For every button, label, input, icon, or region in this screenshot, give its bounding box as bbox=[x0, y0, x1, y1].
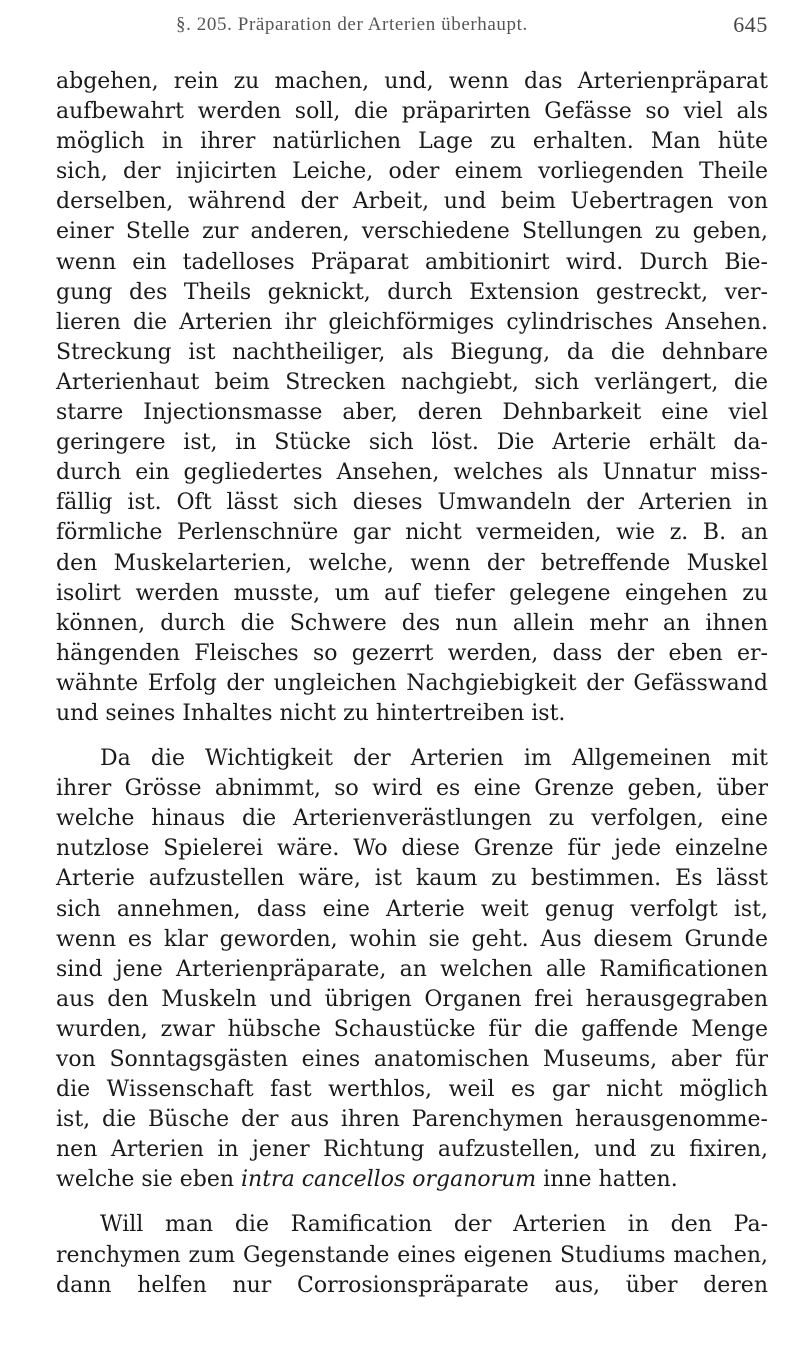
running-head bbox=[56, 14, 768, 38]
text-line: abgehen, rein zu machen, und, wenn das Arterienpräparat bbox=[56, 69, 768, 94]
text-line: durch ein gegliedertes Ansehen, welches als Unnatur miss- bbox=[56, 460, 768, 486]
text-line: derselben, während der Arbeit, und beim Uebertragen von bbox=[56, 189, 768, 215]
text-line: die Wissenschaft fast werthlos, weil es gar nicht möglich bbox=[56, 1077, 768, 1103]
paragraph-3 bbox=[56, 1210, 768, 1300]
running-head-title: §. 205. Präparation der Arterien überhaupt. bbox=[176, 14, 528, 35]
text-line-content: Da die Wichtigkeit der Arterien im Allgemeinen mit bbox=[100, 746, 768, 772]
text-line-content: Will man die Ramification der Arterien in den Pa- bbox=[100, 1212, 768, 1238]
text-line: den Muskelarterien, welche, wenn der betreffende Muskel bbox=[56, 550, 768, 576]
text-line: isolirt werden musste, um auf tiefer gelegene eingehen zu bbox=[56, 580, 768, 606]
paragraph-2 bbox=[56, 744, 768, 1195]
text-line: nutzlose Spielerei wäre. Wo diese Grenze für jede einzelne bbox=[56, 836, 768, 862]
text-line: sich annehmen, dass eine Arterie weit genug verfolgt ist, bbox=[56, 896, 768, 922]
text-line: hängenden Fleisches so gezerrt werden, dass der eben er- bbox=[56, 640, 768, 666]
text-line: geringere ist, in Stücke sich löst. Die Arterie erhält da- bbox=[56, 430, 768, 456]
latin-phrase: intra cancellos organorum bbox=[241, 1167, 537, 1193]
text-line: Arterie aufzustellen wäre, ist kaum zu bestimmen. Es lässt bbox=[56, 866, 768, 892]
text-line: lieren die Arterien ihr gleichförmiges cylindrisches Ansehen. bbox=[56, 309, 768, 335]
text-line bbox=[56, 1210, 768, 1240]
text-line: und seines Inhaltes nicht zu hintertreiben ist. bbox=[56, 700, 566, 726]
text-line: wurden, zwar hübsche Schaustücke für die gaffende Menge bbox=[56, 1016, 768, 1042]
text-line: förmliche Perlenschnüre gar nicht vermeiden, wie z. B. an bbox=[56, 520, 768, 546]
text-fragment: inne hatten. bbox=[536, 1167, 678, 1193]
text-line: sind jene Arterienpräparate, an welchen alle Ramificationen bbox=[56, 956, 768, 982]
text-line: ihrer Grösse abnimmt, so wird es eine Grenze geben, über bbox=[56, 776, 768, 802]
text-line: wähnte Erfolg der ungleichen Nachgiebigkeit der Gefässwand bbox=[56, 670, 768, 696]
paragraph-1 bbox=[56, 67, 768, 729]
body-text bbox=[56, 67, 768, 1301]
text-line: sich, der injicirten Leiche, oder einem vorliegenden Theile bbox=[56, 159, 768, 185]
text-line: gung des Theils geknickt, durch Extension gestreckt, ver- bbox=[56, 279, 768, 305]
text-line: nen Arterien in jener Richtung aufzustellen, und zu fixiren, bbox=[56, 1137, 768, 1163]
text-line: einer Stelle zur anderen, verschiedene Stellungen zu geben, bbox=[56, 219, 768, 245]
text-line: Streckung ist nachtheiliger, als Biegung, da die dehnbare bbox=[56, 339, 768, 365]
text-line: starre Injectionsmasse aber, deren Dehnbarkeit eine viel bbox=[56, 400, 768, 426]
text-line: dann helfen nur Corrosionspräparate aus, über deren bbox=[56, 1272, 768, 1298]
text-line: ist, die Büsche der aus ihren Parenchymen herausgenomme- bbox=[56, 1107, 768, 1133]
text-line: fällig ist. Oft lässt sich dieses Umwandeln der Arterien in bbox=[56, 490, 768, 516]
text-line: wenn es klar geworden, wohin sie geht. Aus diesem Grunde bbox=[56, 926, 768, 952]
text-line: aus den Muskeln und übrigen Organen frei herausgegraben bbox=[56, 986, 768, 1012]
text-line: aufbewahrt werden soll, die präparirten Gefässe so viel als bbox=[56, 99, 768, 125]
text-line: möglich in ihrer natürlichen Lage zu erhalten. Man hüte bbox=[56, 129, 768, 155]
text-line: Arterienhaut beim Strecken nachgiebt, sich verlängert, die bbox=[56, 369, 768, 395]
text-line: welche hinaus die Arterienverästlungen zu verfolgen, eine bbox=[56, 806, 768, 832]
page-number: 645 bbox=[733, 12, 768, 37]
text-line bbox=[56, 744, 768, 774]
text-line: von Sonntagsgästen eines anatomischen Museums, aber für bbox=[56, 1047, 768, 1072]
text-line: wenn ein tadelloses Präparat ambitionirt wird. Durch Bie- bbox=[56, 249, 768, 275]
text-line: können, durch die Schwere des nun allein mehr an ihnen bbox=[56, 610, 768, 636]
text-line bbox=[56, 1165, 768, 1195]
text-line: renchymen zum Gegenstande eines eigenen Studiums machen, bbox=[56, 1242, 768, 1268]
text-fragment: welche sie eben bbox=[56, 1167, 242, 1193]
